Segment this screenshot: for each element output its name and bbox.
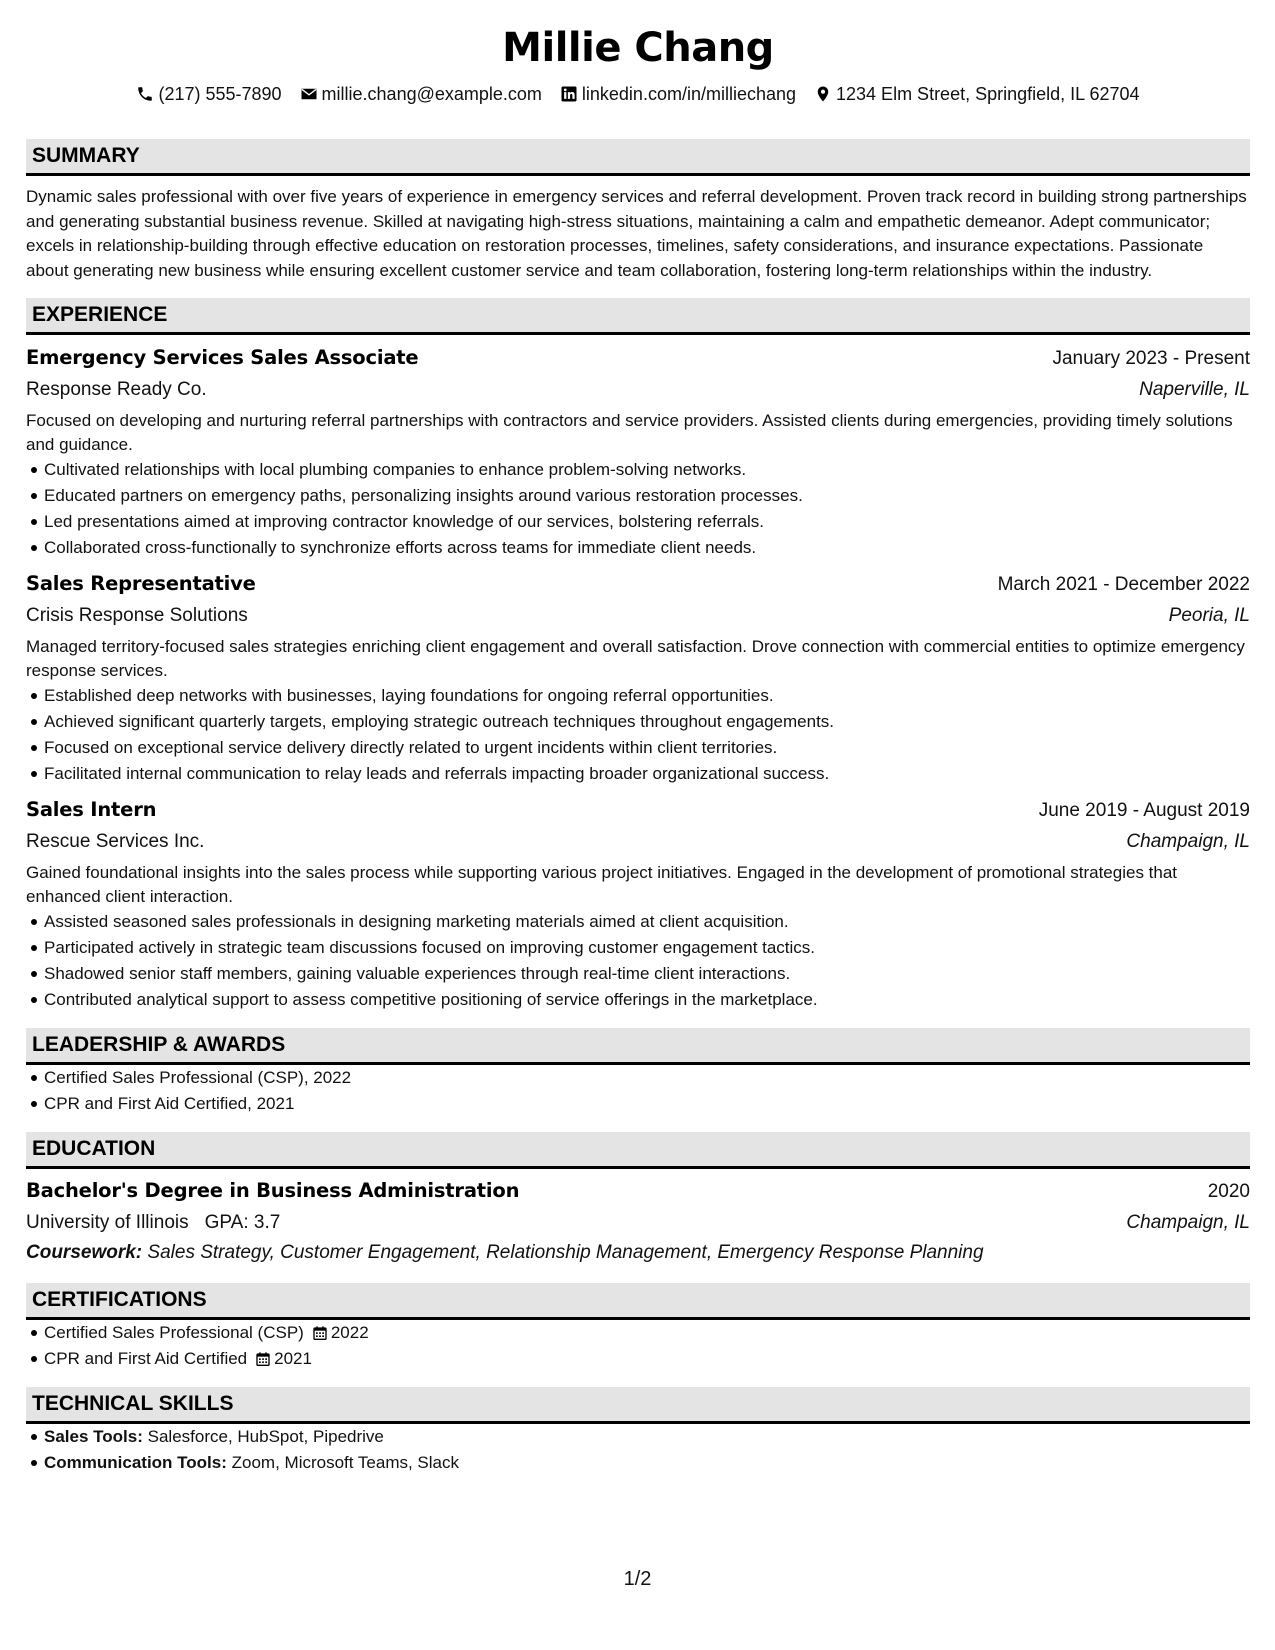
coursework-label: Coursework: <box>26 1242 143 1263</box>
job-description: Focused on developing and nurturing referral partnerships with contractors and service providers. Assisted clients during emergencies, providing timely solutions and guidance. <box>26 411 1233 454</box>
list-item: Participated actively in strategic team discussions focused on improving customer engagement tactics. <box>44 935 1250 961</box>
list-item: Cultivated relationships with local plumbing companies to enhance problem-solving networks. <box>44 457 1250 483</box>
skill-value: Salesforce, HubSpot, Pipedrive <box>147 1427 384 1446</box>
skill-label: Sales Tools: <box>44 1427 143 1446</box>
job-title: Sales Representative <box>26 572 256 595</box>
graduation-year: 2020 <box>1207 1181 1250 1202</box>
list-item <box>44 1450 1250 1476</box>
skill-value: Zoom, Microsoft Teams, Slack <box>231 1453 459 1472</box>
list-item: Assisted seasoned sales professionals in designing marketing materials aimed at client acquisition. <box>44 909 1250 935</box>
list-item: Focused on exceptional service delivery directly related to urgent incidents within client territories. <box>44 735 1250 761</box>
page-number: 1/2 <box>623 1568 652 1590</box>
job-entry <box>26 343 1250 561</box>
phone-text: (217) 555-7890 <box>158 84 282 104</box>
contact-linkedin[interactable] <box>560 82 796 106</box>
calendar-icon <box>255 1351 271 1367</box>
job-bullets <box>26 457 1250 561</box>
cert-name: CPR and First Aid Certified <box>44 1349 248 1368</box>
list-item <box>44 1320 1250 1346</box>
cert-year: 2022 <box>330 1323 369 1342</box>
job-company: Crisis Response Solutions <box>26 605 248 626</box>
contact-bar <box>26 82 1250 106</box>
coursework-text: Sales Strategy, Customer Engagement, Relationship Management, Emergency Response Planning <box>147 1242 984 1263</box>
school-name: University of Illinois <box>26 1212 189 1233</box>
skills-list <box>26 1424 1250 1476</box>
job-location: Peoria, IL <box>1168 605 1250 626</box>
map-pin-icon <box>814 85 832 103</box>
experience-heading: EXPERIENCE <box>26 298 1250 335</box>
job-dates: March 2021 - December 2022 <box>997 574 1250 595</box>
job-dates: June 2019 - August 2019 <box>1038 800 1250 821</box>
summary-heading: SUMMARY <box>26 139 1250 176</box>
list-item: Established deep networks with businesses, laying foundations for ongoing referral opportunities. <box>44 683 1250 709</box>
address-text: 1234 Elm Street, Springfield, IL 62704 <box>836 84 1140 104</box>
linkedin-icon <box>560 85 578 103</box>
school-line <box>26 1207 280 1238</box>
contact-email[interactable] <box>300 82 542 106</box>
job-location: Champaign, IL <box>1126 831 1250 852</box>
job-entry <box>26 795 1250 1013</box>
resume-page <box>26 0 1250 1476</box>
leadership-list <box>26 1065 1250 1117</box>
list-item <box>44 1346 1250 1372</box>
contact-address <box>814 82 1140 106</box>
email-text: millie.chang@example.com <box>321 84 542 104</box>
job-description: Gained foundational insights into the sales process while supporting various project initiatives. Engaged in the development of promotional strategies that enhanced client interaction. <box>26 863 1178 906</box>
job-company: Response Ready Co. <box>26 379 207 400</box>
list-item: Educated partners on emergency paths, personalizing insights around various restoration processes. <box>44 483 1250 509</box>
education-entry <box>26 1176 1250 1268</box>
job-bullets <box>26 683 1250 787</box>
cert-year: 2021 <box>274 1349 312 1368</box>
education-heading: EDUCATION <box>26 1132 1250 1169</box>
calendar-icon <box>312 1325 328 1341</box>
candidate-name: Millie Chang <box>502 25 774 71</box>
list-item: Collaborated cross-functionally to synchronize efforts across teams for immediate client needs. <box>44 535 1250 561</box>
job-description: Managed territory-focused sales strategies enriching client engagement and overall satisfaction. Drove connection with commercial entities to optimize emergency response services. <box>26 637 1245 680</box>
skills-heading: TECHNICAL SKILLS <box>26 1387 1250 1424</box>
job-title: Sales Intern <box>26 798 157 821</box>
list-item: Achieved significant quarterly targets, employing strategic outreach techniques throughout engagements. <box>44 709 1250 735</box>
certifications-list <box>26 1320 1250 1372</box>
linkedin-text: linkedin.com/in/milliechang <box>581 84 797 104</box>
list-item: Shadowed senior staff members, gaining valuable experiences through real-time client interactions. <box>44 961 1250 987</box>
envelope-icon <box>300 85 318 103</box>
list-item: Contributed analytical support to assess competitive positioning of service offerings in the marketplace. <box>44 987 1250 1013</box>
list-item: Certified Sales Professional (CSP), 2022 <box>44 1065 1250 1091</box>
leadership-heading: LEADERSHIP & AWARDS <box>26 1028 1250 1065</box>
gpa: GPA: 3.7 <box>204 1212 281 1233</box>
cert-name: Certified Sales Professional (CSP) <box>44 1323 304 1342</box>
list-item: Facilitated internal communication to relay leads and referrals impacting broader organizational success. <box>44 761 1250 787</box>
skill-label: Communication Tools: <box>44 1453 227 1472</box>
list-item: Led presentations aimed at improving contractor knowledge of our services, bolstering referrals. <box>44 509 1250 535</box>
school-location: Champaign, IL <box>1126 1212 1250 1233</box>
summary-text: Dynamic sales professional with over five years of experience in emergency services and referral development. Proven track record in building strong partnerships and generating substantial business revenue. Skilled at navigating high-stress situations, maintaining a calm and empathetic demeanor. Adept communicator; excels in relationship-building through effective education on restoration processes, timelines, safety considerations, and insurance expectations. Passionate about generating new business while ensuring excellent customer service and team collaboration, fostering long-term relationships within the industry. <box>26 187 1247 280</box>
degree-title: Bachelor's Degree in Business Administration <box>26 1179 520 1202</box>
coursework-line <box>26 1238 1250 1268</box>
job-title: Emergency Services Sales Associate <box>26 346 419 369</box>
job-company: Rescue Services Inc. <box>26 831 205 852</box>
contact-phone[interactable] <box>136 82 281 106</box>
list-item <box>44 1424 1250 1450</box>
job-bullets <box>26 909 1250 1013</box>
certifications-heading: CERTIFICATIONS <box>26 1283 1250 1320</box>
list-item: CPR and First Aid Certified, 2021 <box>44 1091 1250 1117</box>
phone-icon <box>136 85 154 103</box>
job-dates: January 2023 - Present <box>1052 348 1250 369</box>
job-entry <box>26 569 1250 787</box>
job-location: Naperville, IL <box>1139 379 1250 400</box>
